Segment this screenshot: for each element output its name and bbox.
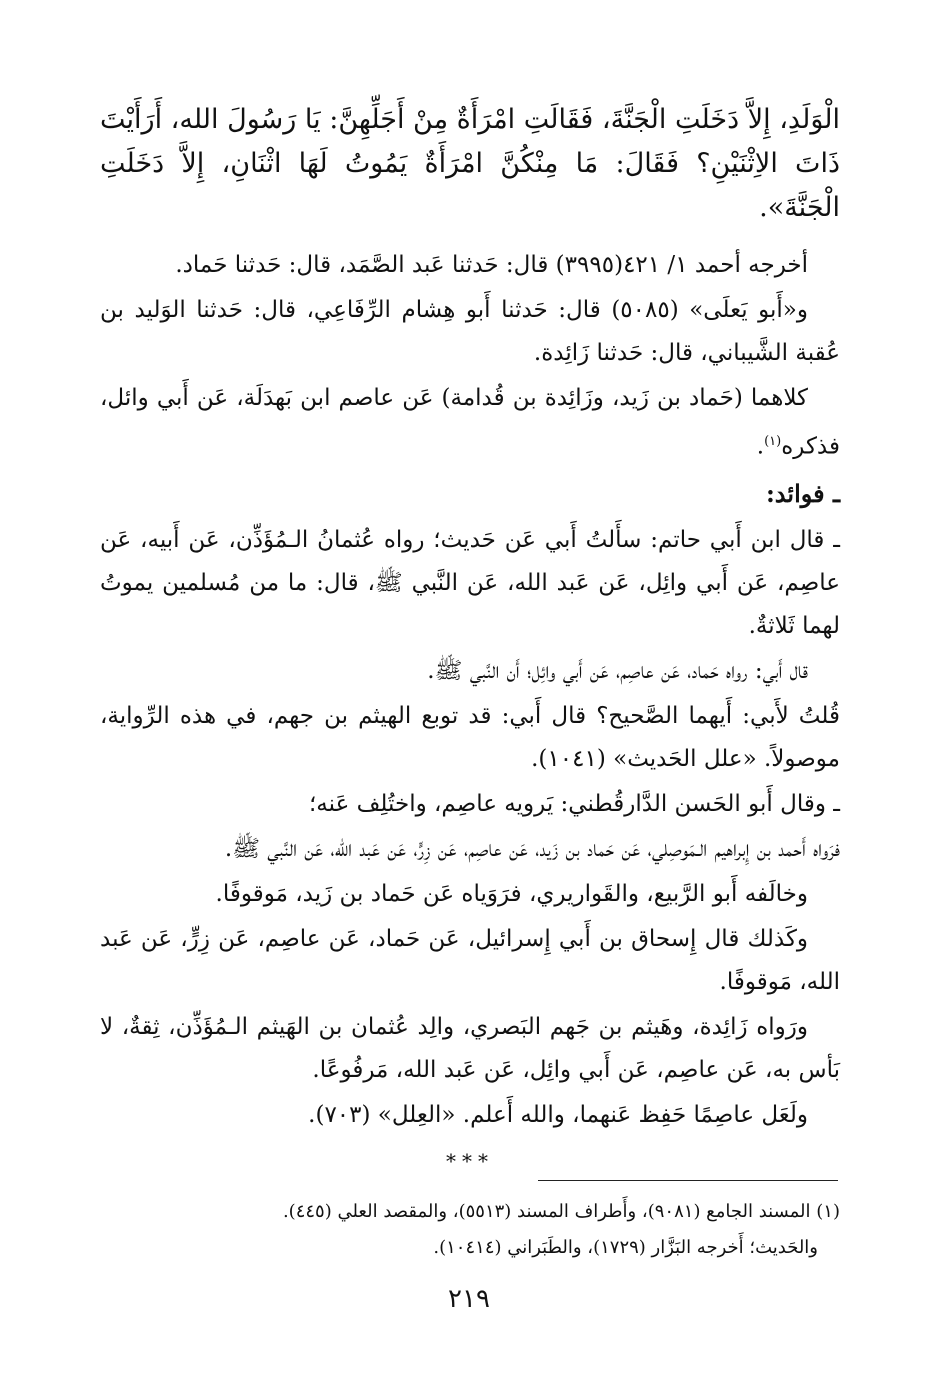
section-heading-fawaid: ـ فوائد:: [765, 478, 840, 508]
footnote-1: (١) المسند الجامع (٩٠٨١)، وأَطراف المسند (٥٥١٣)، والمقصد العلي (٤٤٥).: [282, 1201, 840, 1222]
footnote-1-continued: والحَديث؛ أَخرجه البَزَّار (١٧٢٩)، والطَبَراني (١٠٤١٤).: [433, 1237, 818, 1258]
main-text: [100, 98, 840, 1181]
takhrij-summary-text: كلاهما (حَماد بن زَيد، وزَائِدة بن قُدامة) عَن عاصم ابن بَهدَلَة، عَن أَبي وائل، فذكره: [100, 385, 840, 460]
footnotes: [100, 1194, 840, 1266]
takhrij-ahmad: أخرجه أحمد ١/ ٤٢١(٣٩٩٥) قال: حَدثنا عَبد الصَّمَد، قال: حَدثنا حَماد.: [175, 252, 808, 278]
note-rawahu-ahmad: فرَواه أَحمد بن إِبراهيم الـمَوصِلي، عَن حَماد بن زَيد، عَن عاصِم، عَن زِرٍّ، عَن عَبد الله، عَن النَّبي ﷺ.: [224, 835, 840, 862]
takhrij-abu-yala: و«أَبو يَعلَى» (٥٠٨٥) قال: حَدثنا أَبو هِشام الرِّفَاعِي، قال: حَدثنا الوَليد بن عُقبة الشَّيباني، قال: حَدثنا زَائِدة.: [100, 297, 840, 366]
note-kadhalik: وكَذلك قال إِسحاق بن أَبي إِسرائيل، عَن حَماد، عَن عاصِم، عَن زِرٍّ، عَن عَبد الله، مَوقوفًا.: [100, 925, 840, 995]
section-separator-stars: ***: [446, 1148, 494, 1173]
page-number: ٢١٩: [448, 1284, 490, 1314]
note-ibn-abi-hatim: ـ قال ابن أَبي حاتم: سأَلتُ أَبي عَن حَديث؛ رواه عُثمانُ الـمُؤَذِّن، عَن أَبيه، عَن عاصِم، عَن أَبي وائِل، عَن عَبد الله، عَن النَّبي ﷺ، قال: ما من مُسلمين يموتُ لهما ثَلاثةٌ.: [100, 526, 840, 639]
note-khalafahu: وخالَفه أَبو الرَّبيع، والقَواريري، فرَوَياه عَن حَماد بن زَيد، مَوقوفًا.: [215, 880, 808, 907]
note-qala-abi: قال أَبي: رواه حَماد، عَن عاصِم، عَن أَبي وائِل؛ أَن النَّبي ﷺ.: [427, 657, 808, 684]
note-rawahu-zaida: ورَواه زَائِدة، وهَيثم بن جَهم البَصري، والِد عُثمان بن الهَيثم الـمُؤَذِّن، ثِقةٌ، لا بَأس به، عَن عاصِم، عَن أَبي وائِل، عَن عَبد الله، مَرفُوعًا.: [100, 1013, 840, 1083]
footnote-divider: [538, 1180, 838, 1181]
footnote-marker: (١): [764, 434, 782, 449]
note-qultu: قُلتُ لأَبي: أَيهما الصَّحيح؟ قال أَبي: قد توبع الهيثم بن جهم، في هذه الرِّواية، موصولاً. «علل الحَديث» (١٠٤١).: [100, 702, 840, 772]
takhrij-summary: كلاهما (حَماد بن زَيد، وزَائِدة بن قُدامة) عَن عاصم ابن بَهدَلَة، عَن أَبي وائل، فذكره$^{(١)}$.: [100, 385, 840, 460]
note-laalla: ولَعَل عاصِمًا حَفِظ عَنهما، والله أَعلم. «العِلل» (٧٠٣).: [308, 1101, 808, 1128]
hadith-text: الْوَلَدِ، إِلاَّ دَخَلَتِ الْجَنَّةَ، فَقَالَتِ امْرَأَةٌ مِنْ أَجَلِّهِنَّ: يَا رَسُولَ الله، أَرَأَيْتَ ذَاتَ الاِثْنَيْنِ؟ فَقَالَ: مَا مِنْكُنَّ امْرَأَةٌ يَمُوتُ لَهَا اثْنَانِ، إِلاَّ دَخَلَتِ الْجَنَّةَ».: [100, 104, 840, 223]
note-daraqutni: ـ وقال أَبو الحَسن الدَّارقُطني: يَرويه عاصِم، واختُلِف عَنه؛: [309, 790, 840, 817]
